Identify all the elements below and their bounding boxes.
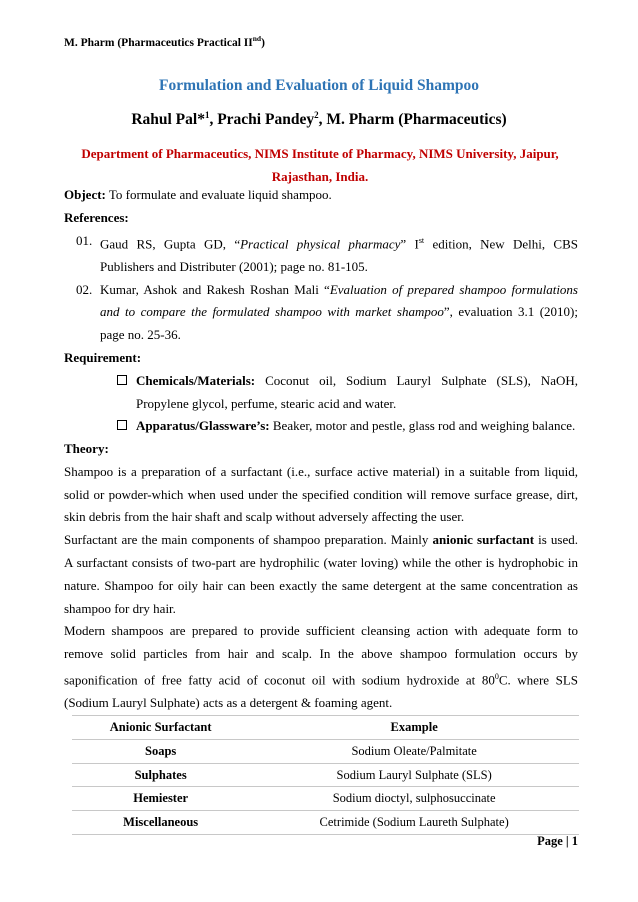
surfactant-table [72,715,579,835]
requirement-item: Apparatus/Glassware’s: Beaker, motor and pestle, glass rod and weighing balance. [117,415,578,438]
table-row: Sulphates Sodium Lauryl Sulphate (SLS) [72,763,579,787]
checkbox-bullet-icon [117,375,127,385]
reference-item: 02. Kumar, Ashok and Rakesh Roshan Mali “Evaluation of prepared shampoo formulations and to compare the formulated shampoo with market shampoo”, evaluation 3.1 (2010); page no. 25-36. [76,281,578,343]
theory-paragraph: Surfactant are the main components of shampoo preparation. Mainly anionic surfactant is used. A surfactant consists of two-part are hydrophilic (water loving) while the other is hydrophobic in nature. Shampoo for oily hair can been exactly the same detergent at the same concentration as shampoo for dry hair. [64,532,579,616]
theory-heading: Theory: [64,441,109,457]
author-line: Rahul Pal*$^1$, Prachi Pandey$^2$, M. Pharm (Pharmaceutics) [131,110,507,129]
references-heading: References: [64,209,129,225]
column-header: Example [249,715,579,739]
table-row: Soaps Sodium Oleate/Palmitate [72,739,579,763]
document-body [64,184,578,835]
table-row: Miscellaneous Cetrimide (Sodium Laureth Sulphate) [72,811,579,835]
table-row: Hemiester Sodium dioctyl, sulphosuccinate [72,787,579,811]
column-header: Anionic Surfactant [72,715,249,739]
table-header-row [72,715,579,739]
running-header: M. Pharm (Pharmaceutics Practical IInd) [64,34,265,49]
affiliation: Department of Pharmaceutics, NIMS Institute of Pharmacy, NIMS University, Jaipur, Rajasthan, India. [81,146,559,184]
checkbox-bullet-icon [117,420,127,430]
document-title: Formulation and Evaluation of Liquid Shampoo [159,77,479,94]
page-number: Page | 1 [537,834,578,848]
theory-paragraph: Modern shampoos are prepared to provide sufficient cleansing action with adequate form to remove solid particles from hair and scalp. In the above shampoo formulation occurs by saponification of free fatty acid of coconut oil with sodium hydroxide at $80^0C$. where SLS (Sodium Lauryl Sulphate) acts as a detergent & foaming agent. [64,623,578,711]
object-line: Object: To formulate and evaluate liquid shampoo. [64,187,332,202]
reference-item: 01. Gaud RS, Gupta GD, “Practical physical pharmacy” Ist edition, New Delhi, CBS Publishers and Distributer (2001); page no. 81-105. [76,232,578,274]
theory-paragraph: Shampoo is a preparation of a surfactant (i.e., surface active material) in a suitable from liquid, solid or powder-which when used under the specified condition will remove surface grease, dirt, skin debris from the hair shaft and scalp without adversely affecting the user. [64,463,578,525]
requirement-heading: Requirement: [64,349,142,365]
requirement-item: Chemicals/Materials: Coconut oil, Sodium Lauryl Sulphate (SLS), NaOH, Propylene glycol, perfume, stearic acid and water. [117,370,578,416]
